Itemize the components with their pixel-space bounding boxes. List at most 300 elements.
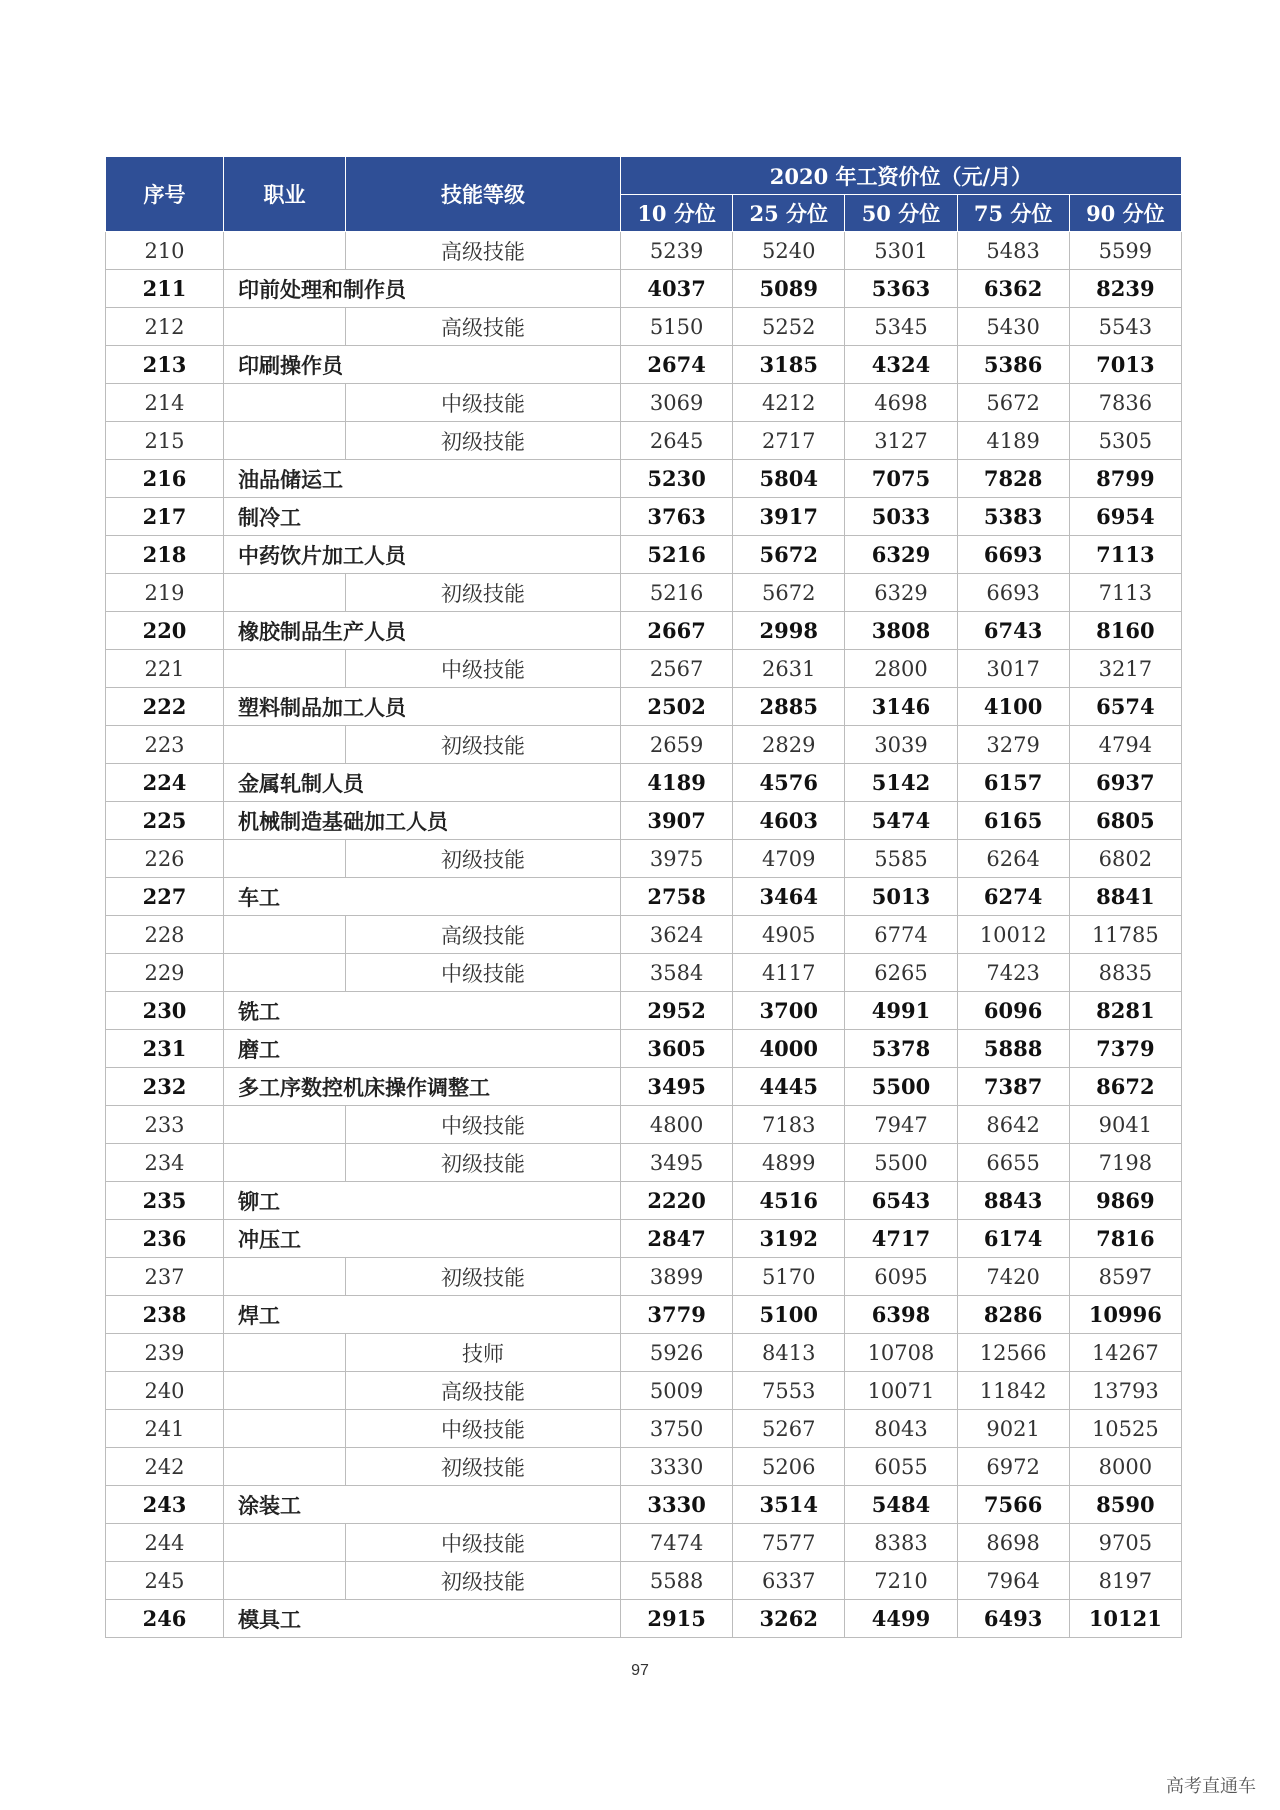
- row-index: 244: [106, 1524, 224, 1562]
- wage-value: 8642: [957, 1106, 1069, 1144]
- occupation-name: 铣工: [224, 992, 621, 1030]
- wage-value: 6805: [1069, 802, 1181, 840]
- row-index: 224: [106, 764, 224, 802]
- occupation-name: [224, 1144, 346, 1182]
- wage-value: 2220: [621, 1182, 733, 1220]
- wage-value: 5500: [845, 1144, 957, 1182]
- skill-level: 高级技能: [346, 232, 621, 270]
- row-index: 229: [106, 954, 224, 992]
- occupation-name: 焊工: [224, 1296, 621, 1334]
- wage-value: 5267: [733, 1410, 845, 1448]
- wage-value: 5170: [733, 1258, 845, 1296]
- row-index: 241: [106, 1410, 224, 1448]
- wage-value: 6265: [845, 954, 957, 992]
- wage-value: 5240: [733, 232, 845, 270]
- occupation-name: [224, 1106, 346, 1144]
- occupation-name: [224, 954, 346, 992]
- occupation-name: [224, 574, 346, 612]
- wage-value: 5252: [733, 308, 845, 346]
- header-p10: 10 分位: [621, 195, 733, 232]
- wage-value: 4117: [733, 954, 845, 992]
- wage-value: 3899: [621, 1258, 733, 1296]
- wage-value: 7113: [1069, 536, 1181, 574]
- header-index: 序号: [106, 157, 224, 232]
- wage-value: 9869: [1069, 1182, 1181, 1220]
- table-row: [106, 1562, 1182, 1600]
- wage-table: [105, 156, 1182, 1638]
- wage-value: 4794: [1069, 726, 1181, 764]
- row-index: 240: [106, 1372, 224, 1410]
- wage-value: 5216: [621, 536, 733, 574]
- wage-value: 4189: [957, 422, 1069, 460]
- table-row: [106, 1220, 1182, 1258]
- wage-value: 7553: [733, 1372, 845, 1410]
- skill-level: 中级技能: [346, 1524, 621, 1562]
- wage-value: 3779: [621, 1296, 733, 1334]
- wage-value: 12566: [957, 1334, 1069, 1372]
- wage-value: 7423: [957, 954, 1069, 992]
- occupation-name: 橡胶制品生产人员: [224, 612, 621, 650]
- occupation-name: [224, 650, 346, 688]
- skill-level: 初级技能: [346, 1562, 621, 1600]
- wage-value: 8239: [1069, 270, 1181, 308]
- wage-value: 10708: [845, 1334, 957, 1372]
- table-row: [106, 916, 1182, 954]
- row-index: 236: [106, 1220, 224, 1258]
- wage-value: 3017: [957, 650, 1069, 688]
- wage-value: 3069: [621, 384, 733, 422]
- wage-value: 3185: [733, 346, 845, 384]
- wage-value: 3330: [621, 1486, 733, 1524]
- wage-value: 8286: [957, 1296, 1069, 1334]
- wage-value: 4800: [621, 1106, 733, 1144]
- wage-value: 5483: [957, 232, 1069, 270]
- row-index: 214: [106, 384, 224, 422]
- wage-value: 6693: [957, 574, 1069, 612]
- table-row: [106, 1410, 1182, 1448]
- wage-value: 13793: [1069, 1372, 1181, 1410]
- table-row: [106, 1144, 1182, 1182]
- wage-value: 9021: [957, 1410, 1069, 1448]
- wage-value: 6774: [845, 916, 957, 954]
- wage-value: 6543: [845, 1182, 957, 1220]
- row-index: 245: [106, 1562, 224, 1600]
- occupation-name: [224, 308, 346, 346]
- wage-value: 3624: [621, 916, 733, 954]
- row-index: 231: [106, 1030, 224, 1068]
- wage-value: 6574: [1069, 688, 1181, 726]
- occupation-name: [224, 840, 346, 878]
- row-index: 225: [106, 802, 224, 840]
- wage-value: 3907: [621, 802, 733, 840]
- wage-value: 3584: [621, 954, 733, 992]
- occupation-name: [224, 384, 346, 422]
- wage-value: 6937: [1069, 764, 1181, 802]
- table-row: [106, 1448, 1182, 1486]
- table-row: [106, 460, 1182, 498]
- wage-value: 4000: [733, 1030, 845, 1068]
- wage-value: 6329: [845, 536, 957, 574]
- row-index: 219: [106, 574, 224, 612]
- wage-value: 3975: [621, 840, 733, 878]
- wage-value: 6802: [1069, 840, 1181, 878]
- wage-value: 8281: [1069, 992, 1181, 1030]
- wage-value: 7379: [1069, 1030, 1181, 1068]
- table-row: [106, 1296, 1182, 1334]
- wage-value: 4037: [621, 270, 733, 308]
- occupation-name: [224, 1258, 346, 1296]
- row-index: 221: [106, 650, 224, 688]
- table-row: [106, 1068, 1182, 1106]
- row-index: 239: [106, 1334, 224, 1372]
- row-index: 232: [106, 1068, 224, 1106]
- table-row: [106, 1030, 1182, 1068]
- wage-value: 2885: [733, 688, 845, 726]
- wage-value: 4212: [733, 384, 845, 422]
- table-row: [106, 346, 1182, 384]
- row-index: 237: [106, 1258, 224, 1296]
- occupation-name: [224, 1448, 346, 1486]
- table-row: [106, 612, 1182, 650]
- wage-value: 3495: [621, 1068, 733, 1106]
- table-row: [106, 384, 1182, 422]
- wage-value: 4709: [733, 840, 845, 878]
- wage-value: 5009: [621, 1372, 733, 1410]
- wage-value: 7964: [957, 1562, 1069, 1600]
- wage-value: 5585: [845, 840, 957, 878]
- wage-value: 2567: [621, 650, 733, 688]
- occupation-name: 涂装工: [224, 1486, 621, 1524]
- row-index: 218: [106, 536, 224, 574]
- skill-level: 初级技能: [346, 840, 621, 878]
- wage-value: 10121: [1069, 1600, 1181, 1638]
- occupation-name: [224, 1334, 346, 1372]
- wage-value: 7075: [845, 460, 957, 498]
- wage-value: 6095: [845, 1258, 957, 1296]
- wage-value: 8799: [1069, 460, 1181, 498]
- wage-value: 3750: [621, 1410, 733, 1448]
- table-row: [106, 992, 1182, 1030]
- wage-value: 7474: [621, 1524, 733, 1562]
- table-row: [106, 536, 1182, 574]
- wage-value: 5363: [845, 270, 957, 308]
- row-index: 211: [106, 270, 224, 308]
- occupation-name: 制冷工: [224, 498, 621, 536]
- occupation-name: [224, 232, 346, 270]
- row-index: 230: [106, 992, 224, 1030]
- wage-value: 6096: [957, 992, 1069, 1030]
- skill-level: 高级技能: [346, 1372, 621, 1410]
- wage-value: 7577: [733, 1524, 845, 1562]
- table-body: [106, 232, 1182, 1638]
- row-index: 216: [106, 460, 224, 498]
- skill-level: 初级技能: [346, 422, 621, 460]
- wage-value: 2645: [621, 422, 733, 460]
- header-p75: 75 分位: [957, 195, 1069, 232]
- wage-value: 9705: [1069, 1524, 1181, 1562]
- wage-value: 5230: [621, 460, 733, 498]
- row-index: 217: [106, 498, 224, 536]
- header-skill-level: 技能等级: [346, 157, 621, 232]
- wage-value: 5100: [733, 1296, 845, 1334]
- wage-value: 5013: [845, 878, 957, 916]
- wage-value: 2631: [733, 650, 845, 688]
- skill-level: 初级技能: [346, 1448, 621, 1486]
- table-row: [106, 1600, 1182, 1638]
- wage-value: 3279: [957, 726, 1069, 764]
- wage-value: 6165: [957, 802, 1069, 840]
- wage-value: 8590: [1069, 1486, 1181, 1524]
- wage-value: 5672: [957, 384, 1069, 422]
- table-row: [106, 498, 1182, 536]
- wage-value: 4516: [733, 1182, 845, 1220]
- wage-value: 8672: [1069, 1068, 1181, 1106]
- wage-value: 5345: [845, 308, 957, 346]
- occupation-name: 冲压工: [224, 1220, 621, 1258]
- skill-level: 技师: [346, 1334, 621, 1372]
- table-row: [106, 308, 1182, 346]
- table-row: [106, 1372, 1182, 1410]
- wage-value: 2800: [845, 650, 957, 688]
- wage-value: 5588: [621, 1562, 733, 1600]
- wage-value: 5239: [621, 232, 733, 270]
- row-index: 210: [106, 232, 224, 270]
- wage-value: 8841: [1069, 878, 1181, 916]
- wage-value: 2998: [733, 612, 845, 650]
- wage-value: 6174: [957, 1220, 1069, 1258]
- wage-value: 4991: [845, 992, 957, 1030]
- skill-level: 中级技能: [346, 1106, 621, 1144]
- wage-value: 5033: [845, 498, 957, 536]
- wage-value: 5142: [845, 764, 957, 802]
- wage-value: 5089: [733, 270, 845, 308]
- row-index: 227: [106, 878, 224, 916]
- wage-value: 3700: [733, 992, 845, 1030]
- table-row: [106, 840, 1182, 878]
- row-index: 246: [106, 1600, 224, 1638]
- wage-value: 7836: [1069, 384, 1181, 422]
- header-p50: 50 分位: [845, 195, 957, 232]
- wage-value: 7566: [957, 1486, 1069, 1524]
- table-row: [106, 1334, 1182, 1372]
- skill-level: 高级技能: [346, 308, 621, 346]
- occupation-name: 铆工: [224, 1182, 621, 1220]
- wage-value: 4499: [845, 1600, 957, 1638]
- wage-value: 3605: [621, 1030, 733, 1068]
- row-index: 223: [106, 726, 224, 764]
- wage-value: 2915: [621, 1600, 733, 1638]
- table-row: [106, 422, 1182, 460]
- wage-value: 6954: [1069, 498, 1181, 536]
- wage-value: 5206: [733, 1448, 845, 1486]
- wage-value: 5474: [845, 802, 957, 840]
- wage-value: 2829: [733, 726, 845, 764]
- table-row: [106, 650, 1182, 688]
- skill-level: 初级技能: [346, 1258, 621, 1296]
- wage-value: 6493: [957, 1600, 1069, 1638]
- wage-value: 5672: [733, 536, 845, 574]
- wage-value: 4698: [845, 384, 957, 422]
- skill-level: 中级技能: [346, 384, 621, 422]
- wage-value: 2674: [621, 346, 733, 384]
- wage-value: 2667: [621, 612, 733, 650]
- header-wage-group: 2020 年工资价位（元/月）: [621, 157, 1182, 195]
- occupation-name: 印前处理和制作员: [224, 270, 621, 308]
- row-index: 228: [106, 916, 224, 954]
- header-occupation: 职业: [224, 157, 346, 232]
- header-p25: 25 分位: [733, 195, 845, 232]
- wage-value: 5216: [621, 574, 733, 612]
- wage-value: 3146: [845, 688, 957, 726]
- occupation-name: [224, 1562, 346, 1600]
- wage-value: 6972: [957, 1448, 1069, 1486]
- wage-value: 5383: [957, 498, 1069, 536]
- table-row: [106, 688, 1182, 726]
- occupation-name: 塑料制品加工人员: [224, 688, 621, 726]
- wage-value: 2952: [621, 992, 733, 1030]
- table-row: [106, 1182, 1182, 1220]
- skill-level: 中级技能: [346, 954, 621, 992]
- wage-value: 8160: [1069, 612, 1181, 650]
- wage-value: 5378: [845, 1030, 957, 1068]
- wage-value: 5301: [845, 232, 957, 270]
- wage-value: 6693: [957, 536, 1069, 574]
- wage-value: 8597: [1069, 1258, 1181, 1296]
- table-row: [106, 764, 1182, 802]
- occupation-name: 机械制造基础加工人员: [224, 802, 621, 840]
- wage-value: 3763: [621, 498, 733, 536]
- wage-value: 7828: [957, 460, 1069, 498]
- table-row: [106, 1486, 1182, 1524]
- wage-value: 3217: [1069, 650, 1181, 688]
- table-row: [106, 802, 1182, 840]
- wage-value: 8843: [957, 1182, 1069, 1220]
- wage-value: 5926: [621, 1334, 733, 1372]
- wage-value: 4905: [733, 916, 845, 954]
- occupation-name: 中药饮片加工人员: [224, 536, 621, 574]
- header-p90: 90 分位: [1069, 195, 1181, 232]
- row-index: 226: [106, 840, 224, 878]
- wage-value: 6362: [957, 270, 1069, 308]
- wage-value: 8197: [1069, 1562, 1181, 1600]
- wage-value: 6743: [957, 612, 1069, 650]
- wage-value: 4899: [733, 1144, 845, 1182]
- wage-value: 8413: [733, 1334, 845, 1372]
- page-number: 97: [631, 1662, 649, 1679]
- skill-level: 高级技能: [346, 916, 621, 954]
- wage-value: 6055: [845, 1448, 957, 1486]
- table-row: [106, 726, 1182, 764]
- wage-value: 3330: [621, 1448, 733, 1486]
- wage-value: 5804: [733, 460, 845, 498]
- watermark: 高考直通车: [1166, 1776, 1256, 1797]
- occupation-name: 模具工: [224, 1600, 621, 1638]
- wage-value: 4189: [621, 764, 733, 802]
- wage-value: 6655: [957, 1144, 1069, 1182]
- wage-value: 4100: [957, 688, 1069, 726]
- occupation-name: [224, 422, 346, 460]
- occupation-name: [224, 726, 346, 764]
- wage-value: 7816: [1069, 1220, 1181, 1258]
- row-index: 243: [106, 1486, 224, 1524]
- wage-value: 6337: [733, 1562, 845, 1600]
- table-row: [106, 574, 1182, 612]
- row-index: 220: [106, 612, 224, 650]
- wage-value: 4576: [733, 764, 845, 802]
- occupation-name: 金属轧制人员: [224, 764, 621, 802]
- wage-value: 5484: [845, 1486, 957, 1524]
- occupation-name: [224, 916, 346, 954]
- wage-value: 2758: [621, 878, 733, 916]
- row-index: 212: [106, 308, 224, 346]
- occupation-name: [224, 1524, 346, 1562]
- wage-value: 2659: [621, 726, 733, 764]
- wage-value: 8383: [845, 1524, 957, 1562]
- wage-value: 3262: [733, 1600, 845, 1638]
- wage-value: 7947: [845, 1106, 957, 1144]
- skill-level: 初级技能: [346, 1144, 621, 1182]
- wage-value: 5500: [845, 1068, 957, 1106]
- wage-value: 10071: [845, 1372, 957, 1410]
- wage-value: 3808: [845, 612, 957, 650]
- occupation-name: 油品储运工: [224, 460, 621, 498]
- row-index: 234: [106, 1144, 224, 1182]
- wage-value: 2502: [621, 688, 733, 726]
- wage-value: 4324: [845, 346, 957, 384]
- wage-value: 2847: [621, 1220, 733, 1258]
- occupation-name: 多工序数控机床操作调整工: [224, 1068, 621, 1106]
- wage-value: 10996: [1069, 1296, 1181, 1334]
- wage-value: 7013: [1069, 346, 1181, 384]
- wage-value: 5888: [957, 1030, 1069, 1068]
- row-index: 215: [106, 422, 224, 460]
- wage-value: 14267: [1069, 1334, 1181, 1372]
- skill-level: 中级技能: [346, 1410, 621, 1448]
- wage-value: 8698: [957, 1524, 1069, 1562]
- wage-value: 11785: [1069, 916, 1181, 954]
- skill-level: 中级技能: [346, 650, 621, 688]
- wage-value: 10012: [957, 916, 1069, 954]
- wage-value: 6264: [957, 840, 1069, 878]
- wage-value: 6398: [845, 1296, 957, 1334]
- wage-value: 3514: [733, 1486, 845, 1524]
- table-row: [106, 878, 1182, 916]
- row-index: 233: [106, 1106, 224, 1144]
- wage-value: 10525: [1069, 1410, 1181, 1448]
- occupation-name: [224, 1372, 346, 1410]
- occupation-name: [224, 1410, 346, 1448]
- wage-value: 5150: [621, 308, 733, 346]
- wage-value: 7113: [1069, 574, 1181, 612]
- wage-value: 5305: [1069, 422, 1181, 460]
- wage-value: 6329: [845, 574, 957, 612]
- occupation-name: 车工: [224, 878, 621, 916]
- table-row: [106, 954, 1182, 992]
- wage-value: 7210: [845, 1562, 957, 1600]
- wage-value: 3495: [621, 1144, 733, 1182]
- wage-value: 3464: [733, 878, 845, 916]
- wage-value: 6157: [957, 764, 1069, 802]
- wage-value: 3917: [733, 498, 845, 536]
- wage-value: 5672: [733, 574, 845, 612]
- wage-value: 11842: [957, 1372, 1069, 1410]
- wage-value: 4717: [845, 1220, 957, 1258]
- wage-value: 5430: [957, 308, 1069, 346]
- row-index: 222: [106, 688, 224, 726]
- row-index: 238: [106, 1296, 224, 1334]
- table-row: [106, 1106, 1182, 1144]
- wage-value: 3039: [845, 726, 957, 764]
